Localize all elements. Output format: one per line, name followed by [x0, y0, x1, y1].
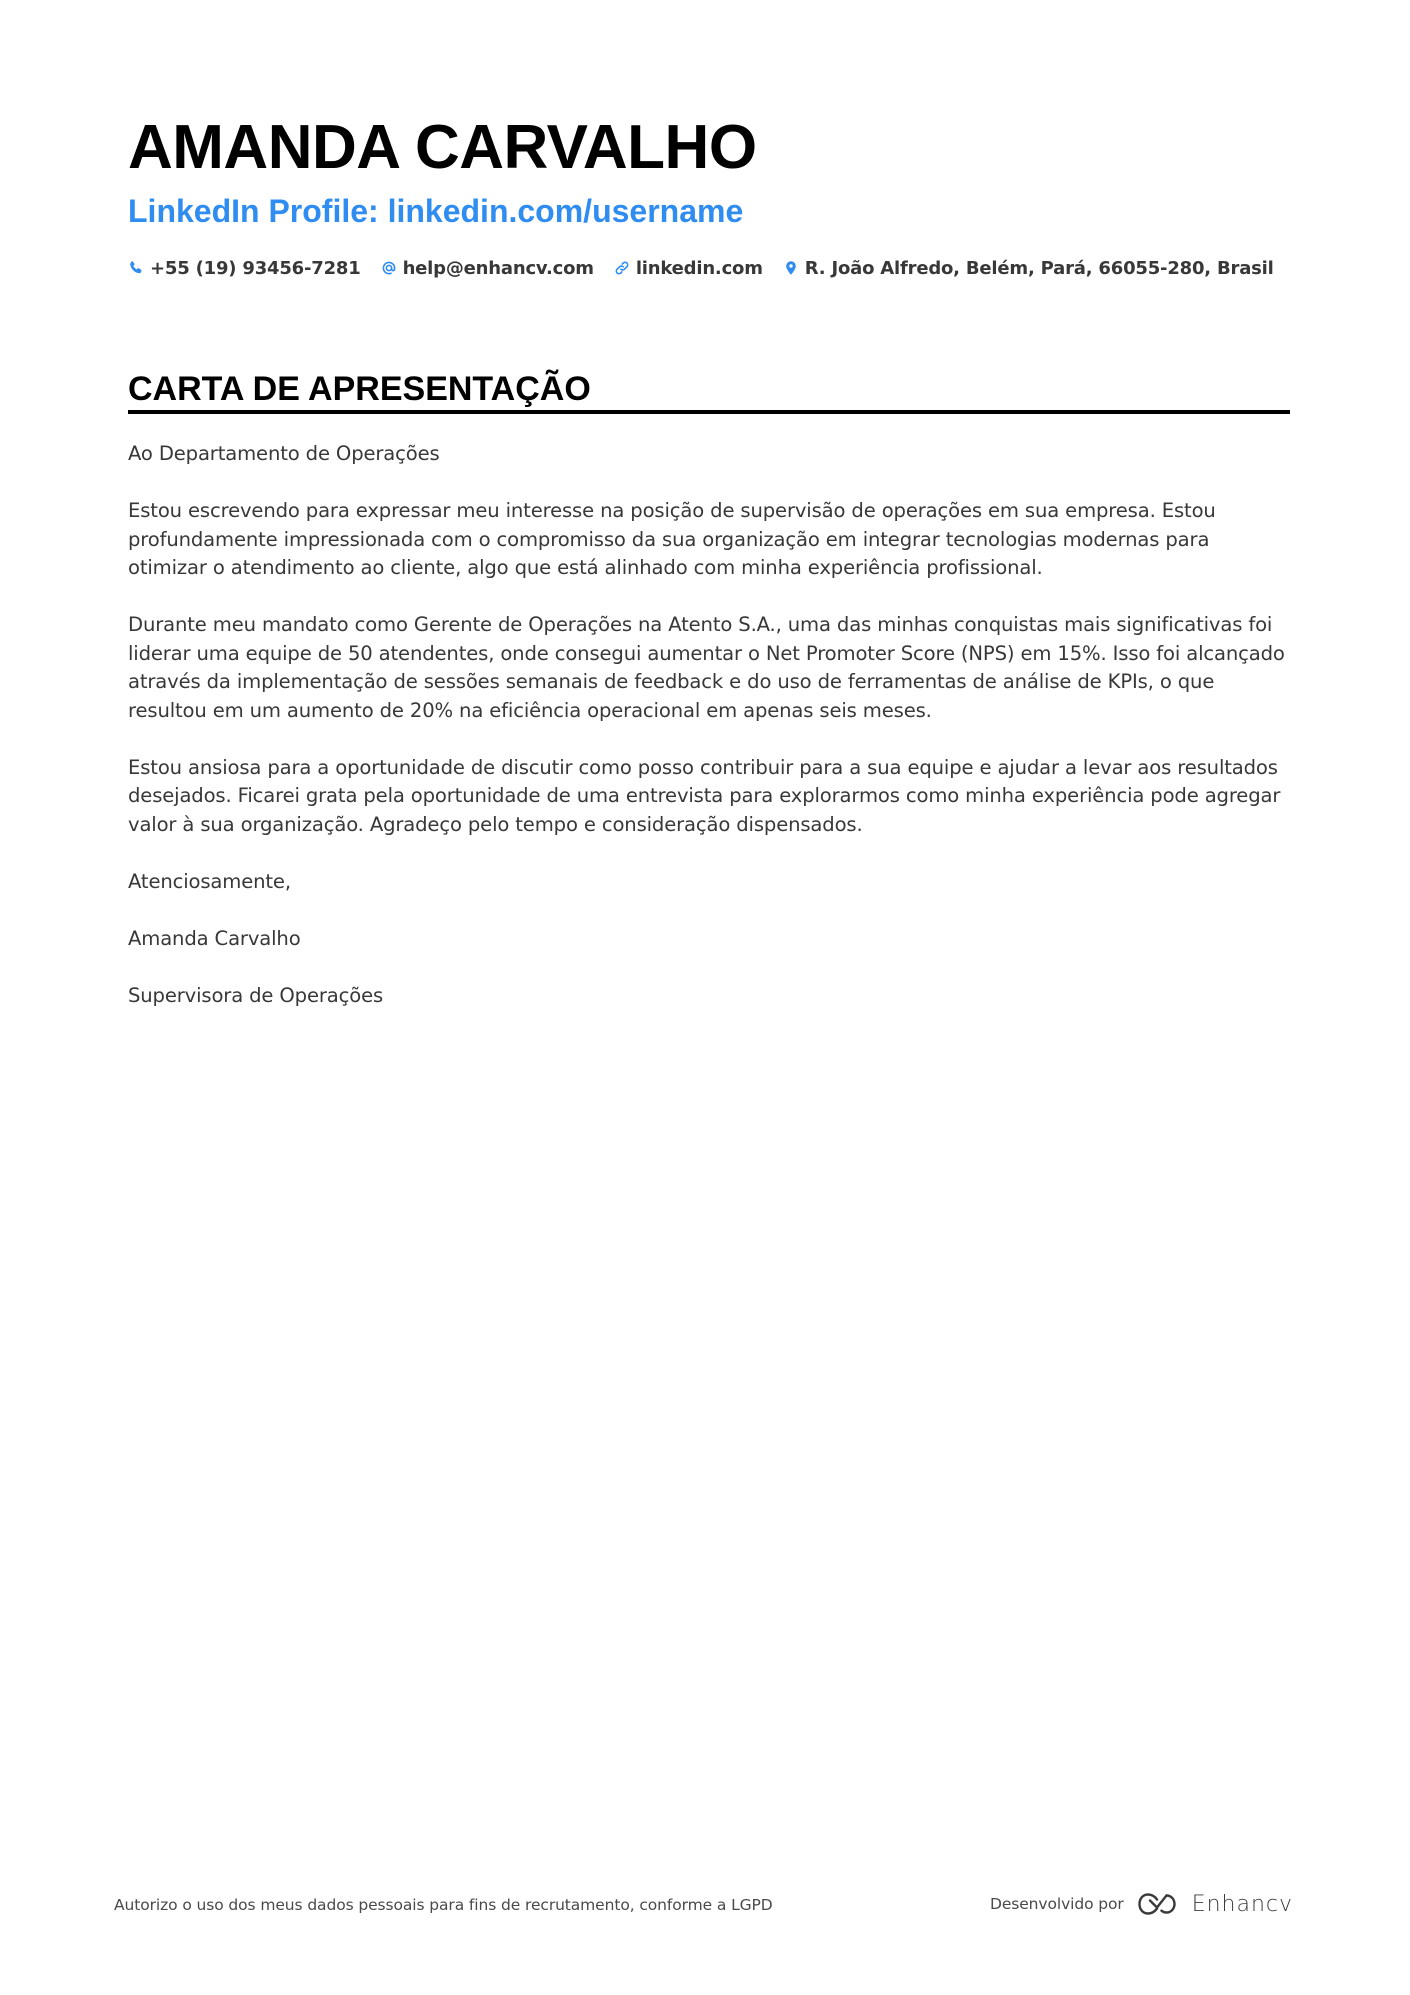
signature-name: Amanda Carvalho [128, 926, 301, 950]
contact-email[interactable] [381, 258, 594, 279]
enhancv-logo-icon [1136, 1891, 1182, 1917]
phone-icon [128, 260, 144, 276]
contact-linkedin[interactable] [614, 258, 763, 279]
enhancv-brand-name: Enhancv [1191, 1891, 1294, 1917]
signature-title: Supervisora de Operações [128, 983, 384, 1007]
contact-bar [128, 254, 1294, 282]
powered-by-label: Desenvolvido por [990, 1895, 1124, 1913]
contact-email-text: help@enhancv.com [402, 257, 594, 279]
letter-paragraph: Estou ansiosa para a oportunidade de discutir como posso contribuir para a sua equipe e ajudar a levar aos resultados desejados. Ficarei grata pela oportunidade de uma entrevista para explorarmos como minha experiência pode agregar valor à sua organização. Agradeço pelo tempo e consideração dispensados. [128, 755, 1281, 836]
letter-closing: Atenciosamente, [128, 869, 291, 893]
lgpd-consent-note: Autorizo o uso dos meus dados pessoais para fins de recrutamento, conforme a LGPD [114, 1896, 773, 1914]
contact-address [783, 258, 1274, 279]
section-divider [128, 410, 1290, 414]
contact-phone-text: +55 (19) 93456-7281 [150, 257, 361, 279]
section-title: CARTA DE APRESENTAÇÃO [128, 370, 591, 408]
letter-salutation: Ao Departamento de Operações [128, 442, 440, 465]
letter-paragraph: Estou escrevendo para expressar meu interesse na posição de supervisão de operações em sua empresa. Estou profundamente impressionada com o compromisso da sua organização em integrar tecnologias modernas para otimizar o atendimento ao cliente, algo que está alinhado com minha experiência profissional. [128, 499, 1216, 579]
letter-body [128, 440, 1290, 1039]
contact-phone[interactable] [128, 258, 361, 279]
link-icon [614, 260, 630, 276]
powered-by[interactable] [990, 1888, 1293, 1920]
letter-paragraph: Durante meu mandato como Gerente de Operações na Atento S.A., uma das minhas conquistas mais significativas foi liderar uma equipe de 50 atendentes, onde consegui aumentar o Net Promoter Score (NPS) em 15%. Isso foi alcançado através da implementação de sessões semanais de feedback e do uso de ferramentas de análise de KPIs, o que resultou em um aumento de 20% na eficiência operacional em apenas seis meses. [128, 613, 1285, 722]
at-icon [381, 260, 397, 276]
contact-linkedin-text: linkedin.com [635, 257, 763, 279]
candidate-name: AMANDA CARVALHO [128, 113, 757, 182]
headline-linkedin[interactable]: LinkedIn Profile: linkedin.com/username [128, 193, 744, 229]
location-pin-icon [783, 260, 799, 276]
contact-address-text: R. João Alfredo, Belém, Pará, 66055-280, Brasil [804, 257, 1274, 279]
